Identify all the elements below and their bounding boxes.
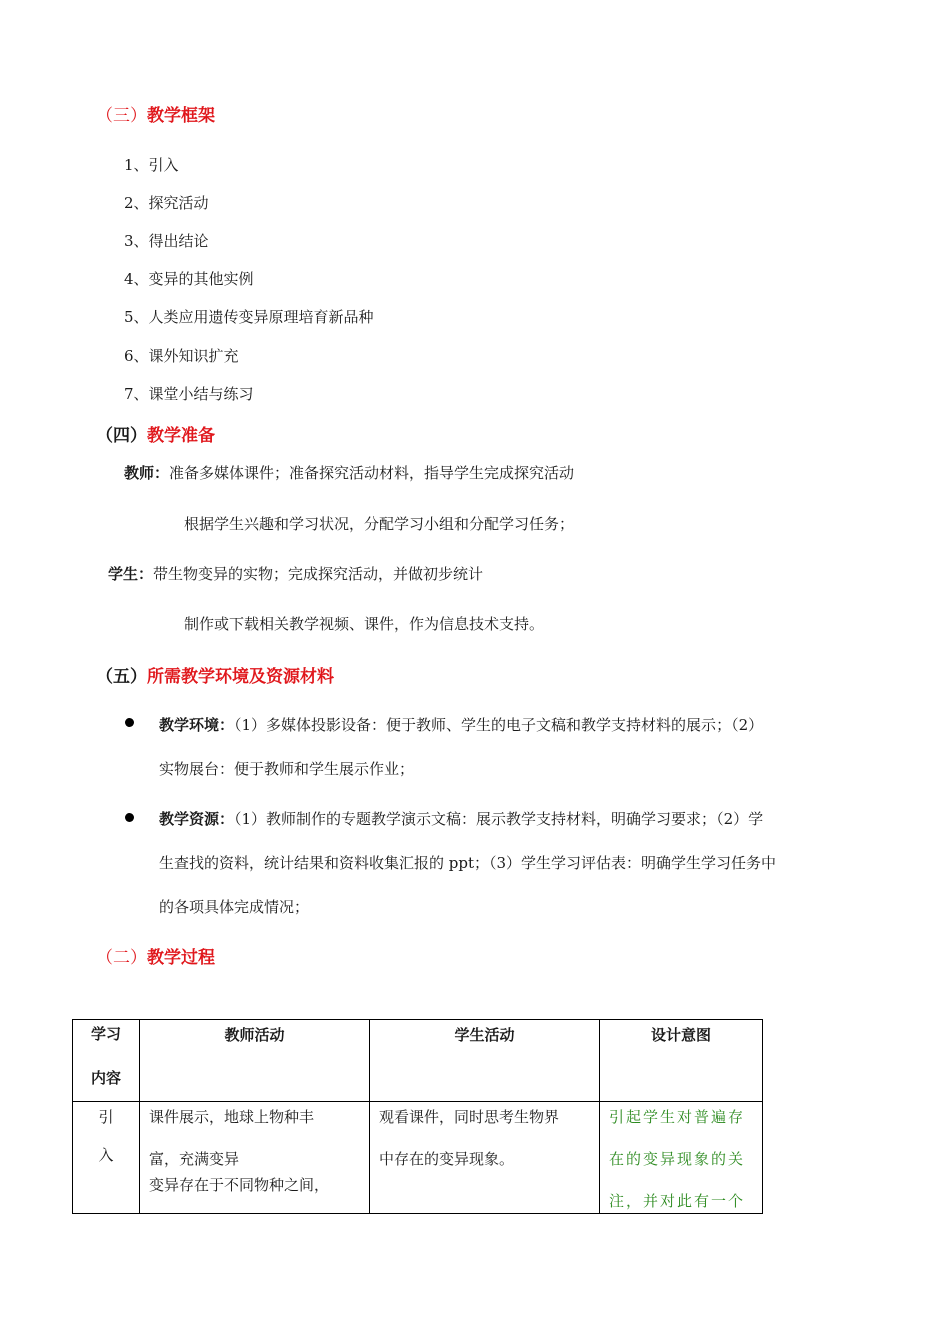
row1-intent-line3: 注，并对此有一个: [609, 1192, 746, 1210]
environment-line2: 实物展台：便于教师和学生展示作业；: [159, 760, 415, 778]
header-student-cell: [370, 1020, 600, 1102]
section2-title: 教学过程: [147, 948, 215, 968]
header-intent: 设计意图: [650, 1026, 711, 1044]
framework-item-1: 1、引入: [124, 156, 179, 174]
framework-item-4: 4、变异的其他实例: [124, 270, 254, 288]
section4-number: （四）: [96, 426, 147, 446]
row1-intent-line1: 引起学生对普遍存: [609, 1108, 746, 1126]
section3-number: （三）: [96, 106, 147, 126]
row1-teacher-cell: [140, 1102, 370, 1214]
teacher-prep-line2: 根据学生兴趣和学习状况，分配学习小组和分配学习任务；: [184, 515, 575, 533]
framework-item-3: 3、得出结论: [124, 232, 209, 250]
row1-intent-line2: 在的变异现象的关: [609, 1150, 746, 1168]
row1-content-line1: 引: [98, 1108, 114, 1126]
teacher-prep-text: 准备多媒体课件；准备探究活动材料，指导学生完成探究活动: [169, 464, 575, 482]
table-header-row: [73, 1020, 763, 1102]
teaching-process-table: [72, 1019, 763, 1214]
table-row: [73, 1102, 763, 1214]
resources-line2: 生查找的资料，统计结果和资料收集汇报的 ppt；（3）学生学习评估表：明确学生学习任务中: [159, 854, 777, 872]
bullet-icon: [125, 813, 134, 822]
section3-heading: [96, 101, 215, 126]
resources-line3: 的各项具体完成情况；: [159, 898, 310, 916]
framework-item-2: 2、探究活动: [124, 194, 209, 212]
section2-heading: [96, 943, 215, 968]
header-intent-cell: [600, 1020, 763, 1102]
header-teacher-cell: [140, 1020, 370, 1102]
header-teacher: 教师活动: [224, 1026, 285, 1044]
environment-label: 教学环境：: [159, 716, 235, 734]
environment-line1: [159, 714, 763, 735]
section5-number: （五）: [96, 667, 147, 687]
row1-student-cell: [370, 1102, 600, 1214]
student-prep-line2: 制作或下载相关教学视频、课件，作为信息技术支持。: [184, 615, 545, 633]
framework-item-6: 6、课外知识扩充: [124, 347, 239, 365]
header-content-line2: 内容: [90, 1069, 121, 1087]
row1-teacher-line2: 富，充满变异: [149, 1150, 240, 1168]
resources-label: 教学资源：: [159, 810, 235, 828]
header-content-line1: 学习: [90, 1025, 121, 1043]
section3-title: 教学框架: [147, 106, 215, 126]
teacher-label: 教师：: [124, 464, 170, 482]
row1-intent-cell: [600, 1102, 763, 1214]
section5-title: 所需教学环境及资源材料: [147, 667, 334, 687]
framework-item-5: 5、人类应用遗传变异原理培育新品种: [124, 308, 374, 326]
header-content-cell: [73, 1020, 140, 1102]
framework-item-7: 7、课堂小结与练习: [124, 385, 254, 403]
student-prep-text: 带生物变异的实物；完成探究活动，并做初步统计: [153, 565, 484, 583]
environment-text: （1）多媒体投影设备：便于教师、学生的电子文稿和教学支持材料的展示；（2）: [234, 716, 764, 734]
bullet-icon: [125, 718, 134, 727]
section4-title: 教学准备: [147, 426, 215, 446]
section4-heading: [96, 421, 215, 446]
section2-number: （二）: [96, 948, 147, 968]
resources-text: （1）教师制作的专题教学演示文稿：展示教学支持材料，明确学习要求；（2）学: [234, 810, 764, 828]
row1-teacher-line3: 变异存在于不同物种之间，: [149, 1176, 330, 1194]
teacher-prep-line1: [124, 462, 574, 483]
row1-content-cell: [73, 1102, 140, 1214]
student-label: 学生：: [108, 565, 154, 583]
section5-heading: [96, 662, 334, 687]
header-student: 学生活动: [454, 1026, 515, 1044]
resources-line1: [159, 808, 763, 829]
student-prep-line1: [108, 563, 483, 584]
row1-teacher-line1: 课件展示，地球上物种丰: [149, 1108, 315, 1126]
row1-student-line2: 中存在的变异现象。: [379, 1150, 515, 1168]
row1-student-line1: 观看课件，同时思考生物界: [379, 1108, 560, 1126]
row1-content-line2: 入: [98, 1146, 114, 1164]
